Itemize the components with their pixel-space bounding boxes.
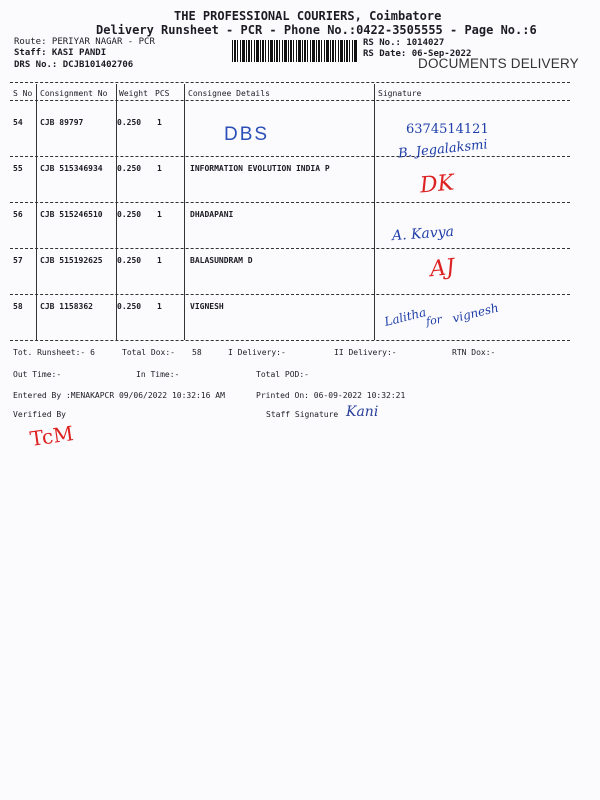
staff-signature: Kani [346,404,379,420]
row-consignment: CJB 515192625 [40,256,103,265]
total-pod: Total POD:- [256,370,309,379]
row-consignee: INFORMATION EVOLUTION INDIA P [190,164,330,173]
ii-delivery: II Delivery:- [334,348,397,357]
col-sno: S No [13,89,33,98]
row-sno: 54 [13,118,23,127]
out-time: Out Time:- [13,370,62,379]
runsheet-title: Delivery Runsheet - PCR - Phone No.:0422-3505555 - Page No.:6 [96,23,537,37]
verified-by: Verified By [13,410,66,419]
row-pcs: 1 [157,256,162,265]
header-rule-top [10,82,570,83]
handwritten-signature: B. Jegalaksmi [397,137,489,162]
row-pcs: 1 [157,210,162,219]
col-divider [36,84,37,340]
entered-by: Entered By :MENAKAPCR 09/06/2022 10:32:16 AM [13,391,225,400]
row-consignment: CJB 515246510 [40,210,103,219]
rtn-dox: RTN Dox:- [452,348,496,357]
row-rule [10,156,570,157]
row-consignment: CJB 89797 [40,118,84,127]
handwritten-signature: for [424,312,443,329]
row-consignment: CJB 515346934 [40,164,103,173]
col-divider [374,84,375,340]
staff-label: Staff: KASI PANDI [14,48,107,58]
row-rule [10,202,570,203]
i-delivery: I Delivery:- [228,348,286,357]
row-sno: 57 [13,256,23,265]
verified-signature: TcM [28,421,75,451]
row-sno: 58 [13,302,23,311]
total-runsheet: Tot. Runsheet:- 6 [13,348,95,357]
col-divider [184,84,185,340]
barcode [232,40,358,62]
total-dox-label: Total Dox:- [122,348,175,357]
handwritten-signature: DK [418,170,456,199]
row-pcs: 1 [157,118,162,127]
staff-signature-label: Staff Signature [266,410,339,419]
handwritten-signature: vignesh [451,300,501,326]
row-pcs: 1 [157,302,162,311]
handwritten-initials: AJ [428,254,456,283]
drs-number: DRS No.: DCJB101402706 [14,60,134,70]
row-weight: 0.250 [117,118,142,127]
total-dox-value: 58 [192,348,202,357]
col-signature: Signature [378,89,422,98]
rs-date: RS Date: 06-Sep-2022 [363,49,472,59]
row-pcs: 1 [157,164,162,173]
handwritten-signature: A. Kavya [391,223,455,245]
row-rule [10,294,570,295]
row-sno: 56 [13,210,23,219]
row-consignment: CJB 1158362 [40,302,93,311]
col-consignee: Consignee Details [188,89,270,98]
col-consignment: Consignment No [40,89,108,98]
company-name: THE PROFESSIONAL COURIERS, Coimbatore [174,9,442,23]
row-weight: 0.250 [117,164,142,173]
row-weight: 0.250 [117,210,142,219]
printed-on: Printed On: 06-09-2022 10:32:21 [256,391,406,400]
table-rule-bottom [10,340,570,341]
documents-delivery-stamp: DOCUMENTS DELIVERY [418,56,579,71]
row-weight: 0.250 [117,302,142,311]
col-pcs: PCS [155,89,170,98]
rs-number: RS No.: 1014027 [363,38,445,48]
header-rule-bottom [10,100,570,101]
row-weight: 0.250 [117,256,142,265]
row-consignee: DHADAPANI [190,210,234,219]
route-label: Route: PERIYAR NAGAR - PCR [14,37,155,47]
row-consignee: VIGNESH [190,302,224,311]
row-consignee: BALASUNDRAM D [190,256,253,265]
in-time: In Time:- [136,370,180,379]
row-rule [10,248,570,249]
handwritten-phone: 6374514121 [406,122,489,137]
row-sno: 55 [13,164,23,173]
col-weight: Weight [119,89,148,98]
handwritten-signature: Lalitha [382,305,428,329]
handwritten-dbs: DBS [224,124,270,145]
